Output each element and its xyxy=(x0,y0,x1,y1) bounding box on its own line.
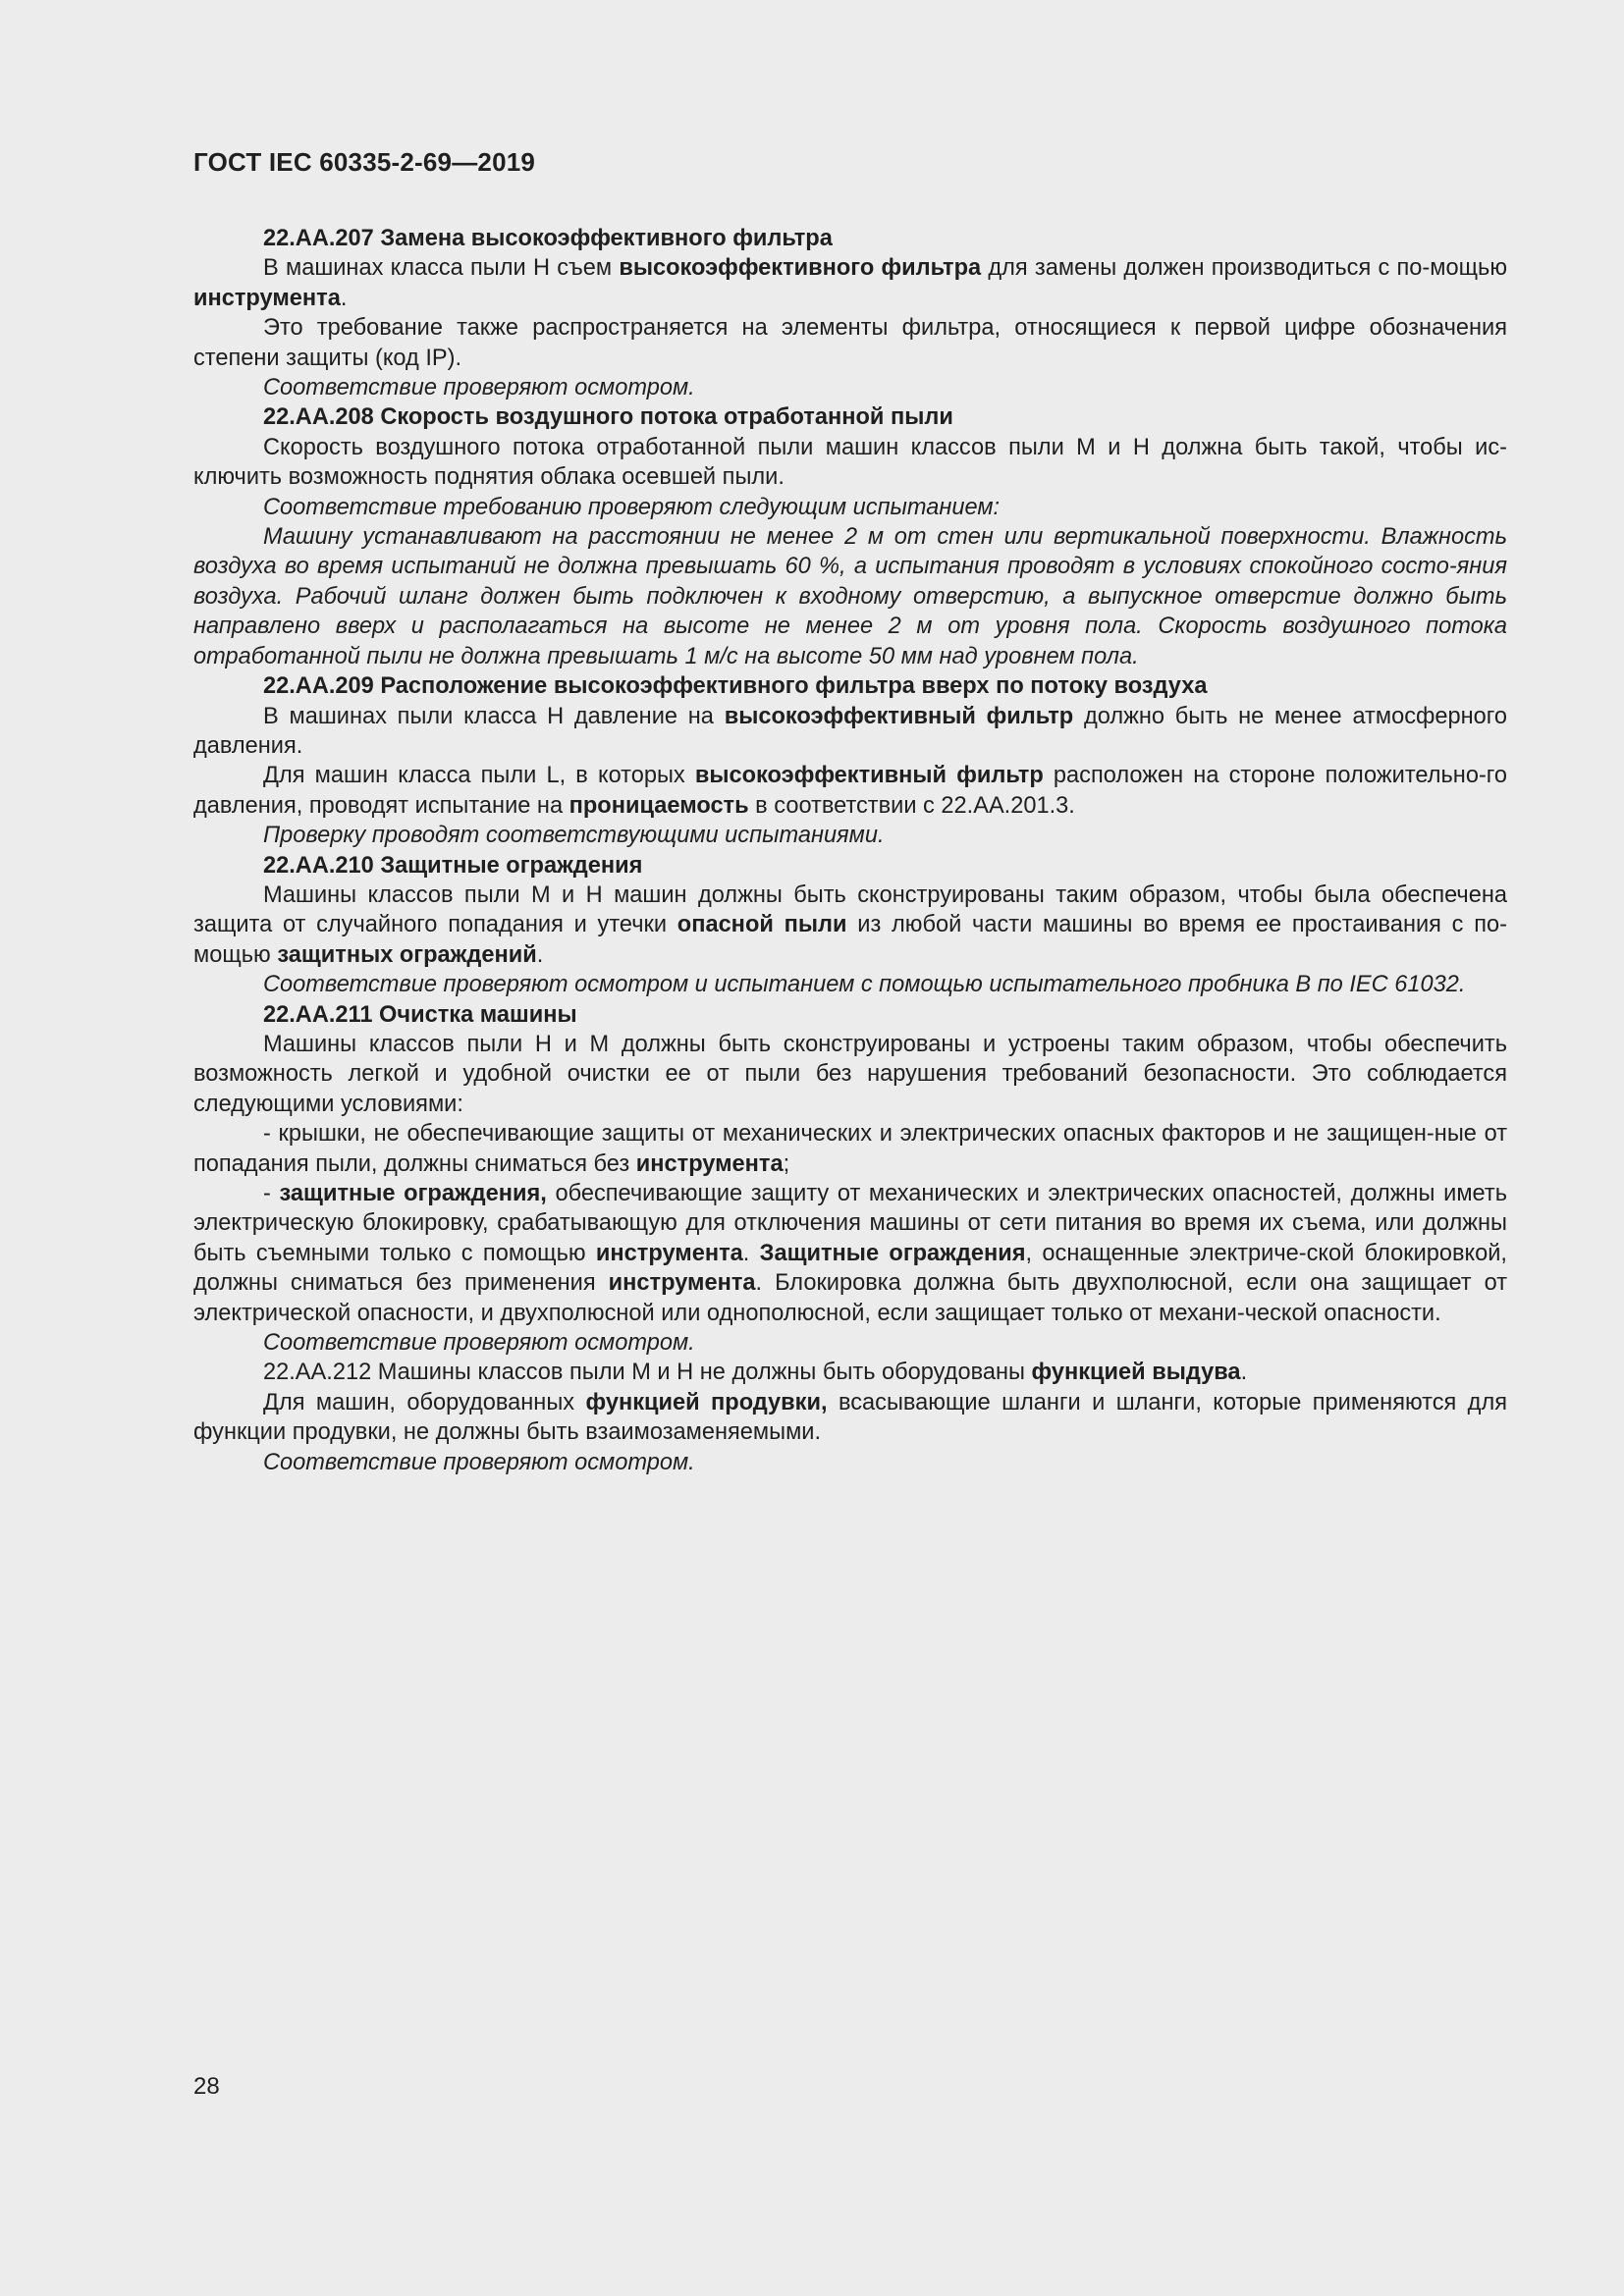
paragraph: Это требование также распространяется на элементы фильтра, относящиеся к первой цифре обозначения степени защиты (код IP). xyxy=(193,315,1507,371)
section-heading-211: 22.АА.211 Очистка машины xyxy=(263,1001,577,1028)
section-heading-207: 22.АА.207 Замена высокоэффективного фильтра xyxy=(263,226,833,251)
compliance-check: Соответствие проверяют осмотром и испытанием с помощью испытательного пробника B по IEC 61032. xyxy=(263,972,1466,998)
document-body xyxy=(193,224,1507,1477)
page-number: 28 xyxy=(193,2073,220,2100)
paragraph-212: 22.АА.212 Машины классов пыли М и Н не должны быть оборудованы функцией выдува. xyxy=(263,1360,1248,1386)
compliance-check: Соответствие проверяют осмотром. xyxy=(263,375,695,401)
compliance-check: Проверку проводят соответствующими испытаниями. xyxy=(263,823,885,849)
paragraph: Машины классов пыли Н и М должны быть сконструированы и устроены таким образом, чтобы обеспечить возможность легкой и удобной очистки ее от пыли без нарушения требований безопасности. Это соблюдается следующими условиями: xyxy=(193,1031,1507,1117)
compliance-check: Соответствие требованию проверяют следующим испытанием: xyxy=(263,494,1001,520)
list-item: - крышки, не обеспечивающие защиты от механических и электрических опасных факторов и не защищен-ные от попадания пыли, должны сниматься без инструмента; xyxy=(193,1121,1507,1177)
paragraph: В машинах класса пыли Н съем высокоэффективного фильтра для замены должен производиться с по-мощью инструмента. xyxy=(193,255,1508,311)
section-heading-209: 22.АА.209 Расположение высокоэффективного фильтра вверх по потоку воздуха xyxy=(263,673,1208,700)
list-item: - защитные ограждения, обеспечивающие защиту от механических и электрических опасностей, должны иметь электрическую блокировку, срабатывающую для отключения машины от сети питания во время их съема, или должны быть съемными только с помощью инструмента. Защитные ограждения, оснащенные электриче-ской блокировкой, должны сниматься без применения инструмента. Блокировка должна быть двухполюсной, если она защищает от электрической опасности, и двухполюсной или однополюсной, если защищает только от механи-ческой опасности. xyxy=(193,1181,1508,1326)
paragraph: В машинах пыли класса Н давление на высокоэффективный фильтр должно быть не менее атмосферного давления. xyxy=(193,703,1508,759)
paragraph: Машины классов пыли М и Н машин должны быть сконструированы таким образом, чтобы была обеспечена защита от случайного попадания и утечки опасной пыли из любой части машины во время ее простаивания с по-мощью защитных ограждений. xyxy=(193,881,1507,968)
test-procedure: Машину устанавливают на расстоянии не менее 2 м от стен или вертикальной поверхности. Влажность воздуха во время испытаний не должна превышать 60 %, а испытания проводят в условиях спокойного состо-яния воздуха. Рабочий шланг должен быть подключен к входному отверстию, а выпускное отверстие должно быть направлено вверх и располагаться на высоте не менее 2 м от уровня пола. Скорость воздушного потока отработанной пыли не должна превышать 1 м/с на высоте 50 мм над уровнем пола. xyxy=(193,524,1507,669)
paragraph: Для машин класса пыли L, в которых высокоэффективный фильтр расположен на стороне положительно-го давления, проводят испытание на проницаемость в соответствии с 22.АА.201.3. xyxy=(193,763,1508,819)
document-header: ГОСТ IEC 60335-2-69—2019 xyxy=(193,147,536,177)
section-heading-210: 22.АА.210 Защитные ограждения xyxy=(263,852,643,879)
section-heading-208: 22.АА.208 Скорость воздушного потока отработанной пыли xyxy=(263,404,953,431)
compliance-check: Соответствие проверяют осмотром. xyxy=(263,1449,695,1475)
paragraph: Для машин, оборудованных функцией продувки, всасывающие шланги и шланги, которые применяются для функции продувки, не должны быть взаимозаменяемыми. xyxy=(193,1389,1507,1446)
paragraph: Скорость воздушного потока отработанной пыли машин классов пыли М и Н должна быть такой, чтобы ис-ключить возможность поднятия облака осевшей пыли. xyxy=(193,434,1507,491)
compliance-check: Соответствие проверяют осмотром. xyxy=(263,1330,695,1357)
